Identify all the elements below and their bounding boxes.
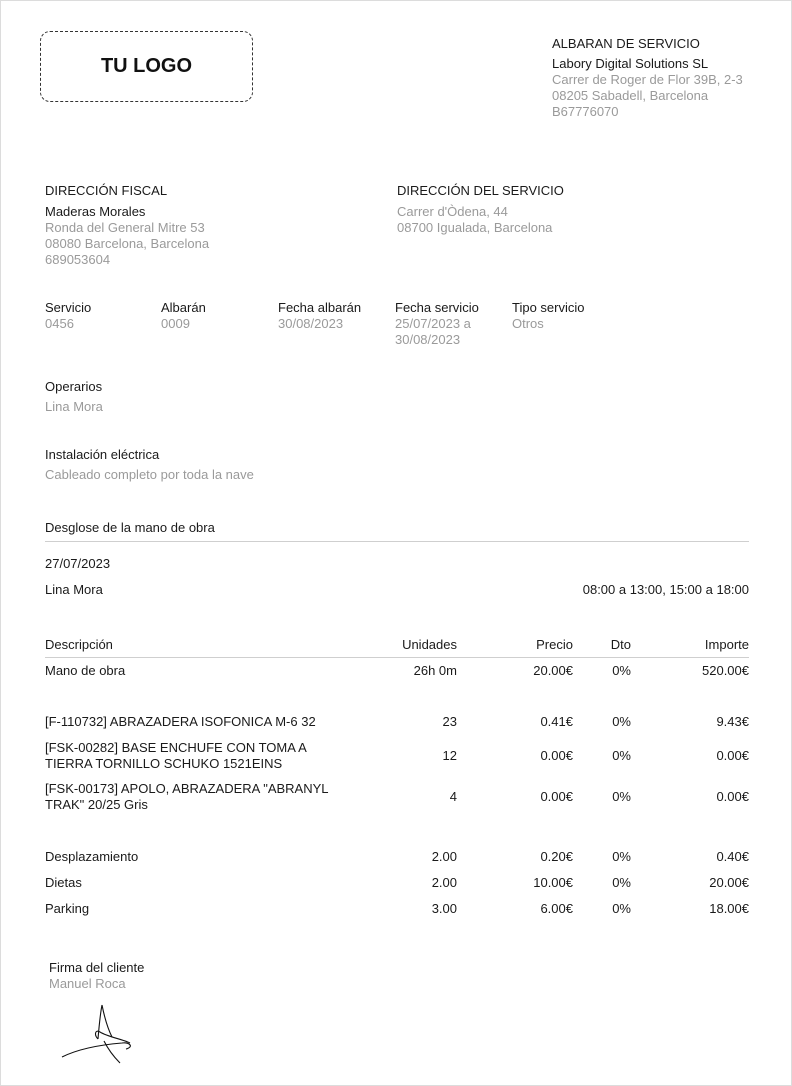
row-amount: 9.43€ [716,714,749,729]
meta-label: Albarán [161,300,206,315]
service-address [397,183,564,236]
installation-section [45,447,254,483]
table-divider [45,657,749,658]
row-price: 0.41€ [540,714,573,729]
fiscal-heading: DIRECCIÓN FISCAL [45,183,168,198]
installation-label: Instalación eléctrica [45,447,160,462]
client-name: Maderas Morales [45,204,146,219]
fiscal-address [45,183,209,268]
row-units: 12 [442,748,457,763]
row-price: 10.00€ [533,875,573,890]
row-units: 26h 0m [413,663,457,678]
row-description: Desplazamiento [45,849,139,864]
client-phone: 689053604 [45,252,111,267]
meta-tipo-servicio [512,300,584,332]
row-amount: 520.00€ [702,663,749,678]
row-description: Mano de obra [45,663,126,678]
row-discount: 0% [612,714,631,729]
meta-value-line2: 30/08/2023 [395,332,461,347]
operators-label: Operarios [45,379,103,394]
labor-hours: 08:00 a 13:00, 15:00 a 18:00 [582,582,749,597]
row-units: 2.00 [431,849,457,864]
labor-heading: Desglose de la mano de obra [45,520,215,535]
labor-worker: Lina Mora [45,582,103,597]
row-description: [F-110732] ABRAZADERA ISOFONICA M-6 32 [45,714,316,729]
company-address: Carrer de Roger de Flor 39B, 2-3 [552,72,743,87]
header-description: Descripción [45,637,113,652]
header-amount: Importe [704,637,749,652]
row-price: 6.00€ [540,901,573,916]
signature-section [49,960,144,992]
signature-label: Firma del cliente [49,960,145,975]
client-city: 08080 Barcelona, Barcelona [45,236,210,251]
header-discount: Dto [610,637,631,652]
row-description-line1: [FSK-00282] BASE ENCHUFE CON TOMA A [45,740,307,755]
service-street: Carrer d'Òdena, 44 [397,204,508,219]
row-description [45,781,329,813]
row-price: 0.20€ [540,849,573,864]
meta-value: 30/08/2023 [278,316,344,331]
installation-value: Cableado completo por toda la nave [45,467,254,482]
row-amount: 0.40€ [716,849,749,864]
labor-date: 27/07/2023 [45,556,111,571]
meta-fecha-servicio [395,300,479,348]
meta-servicio [45,300,91,332]
row-price: 0.00€ [540,789,573,804]
meta-label: Servicio [45,300,92,315]
row-description-line2: TIERRA TORNILLO SCHUKO 1521EINS [45,756,283,771]
handwritten-signature [56,1001,146,1065]
row-amount: 18.00€ [709,901,749,916]
row-description: Parking [45,901,90,916]
operators-section [45,379,103,415]
meta-label: Tipo servicio [512,300,585,315]
meta-value: 25/07/2023 a [395,316,471,331]
row-price: 20.00€ [533,663,573,678]
company-city: 08205 Sabadell, Barcelona [552,88,709,103]
row-units: 3.00 [431,901,457,916]
meta-label: Fecha servicio [395,300,479,315]
meta-value: 0456 [45,316,74,331]
client-address: Ronda del General Mitre 53 [45,220,205,235]
row-discount: 0% [612,748,631,763]
meta-label: Fecha albarán [278,300,362,315]
meta-albaran [161,300,206,332]
row-price: 0.00€ [540,748,573,763]
service-address-heading: DIRECCIÓN DEL SERVICIO [397,183,564,198]
company-name: Labory Digital Solutions SL [552,56,709,71]
operators-value: Lina Mora [45,399,103,414]
row-amount: 20.00€ [709,875,749,890]
header-price: Precio [536,637,573,652]
row-discount: 0% [612,849,631,864]
row-discount: 0% [612,663,631,678]
meta-fecha-albaran [278,300,361,332]
row-discount: 0% [612,789,631,804]
labor-divider [45,541,749,542]
row-description-line2: TRAK" 20/25 Gris [45,797,148,812]
meta-value: Otros [512,316,544,331]
header-units: Unidades [402,637,457,652]
row-units: 2.00 [431,875,457,890]
table-header [1,637,791,655]
row-description-line1: [FSK-00173] APOLO, ABRAZADERA "ABRANYL [45,781,329,796]
row-units: 4 [449,789,457,804]
row-amount: 0.00€ [716,748,749,763]
row-description: Dietas [45,875,82,890]
row-units: 23 [442,714,457,729]
row-amount: 0.00€ [716,789,749,804]
company-tax-id: B67776070 [552,104,619,119]
signature-name: Manuel Roca [49,976,126,991]
company-info [552,36,743,120]
row-description [45,740,307,772]
row-discount: 0% [612,901,631,916]
meta-value: 0009 [161,316,190,331]
row-discount: 0% [612,875,631,890]
logo-placeholder: TU LOGO [40,31,253,102]
document-type: ALBARAN DE SERVICIO [552,36,700,51]
service-city: 08700 Igualada, Barcelona [397,220,553,235]
